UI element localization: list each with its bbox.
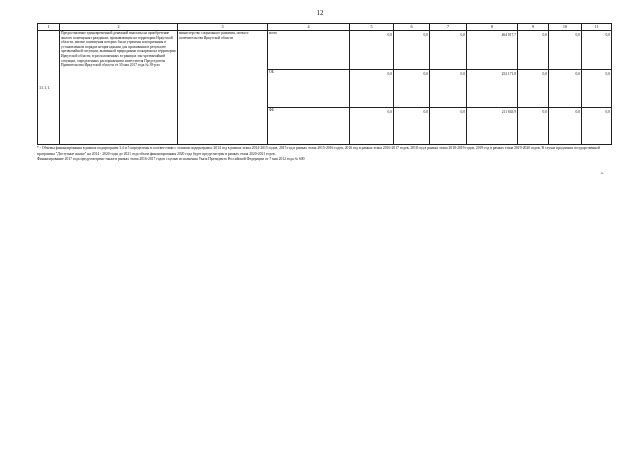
value-cell: 211 845,9 [467, 108, 518, 145]
value-cell: 0,0 [582, 108, 612, 145]
header-cell: 6 [394, 24, 430, 31]
value-cell: 0,0 [518, 70, 549, 108]
source-cell: ОБ [268, 70, 350, 108]
header-cell: 5 [350, 24, 394, 31]
source-cell: ФБ [268, 108, 350, 145]
value-cell: 0,0 [430, 70, 467, 108]
header-cell: 10 [549, 24, 582, 31]
source-cell: всего [268, 31, 350, 70]
footnote-stages: * - Объемы финансирования в рамках подпрограмм 3,4 и 5 определены в соответствии с этапами подпрограмм: 2014 год в рамках этапа 2014-2015 годов, 2015 год в рамках этапа 2015-2016 годов, 2016 год в рамках этапа 2016-2017 годов, 2018 год в рамках этапа 2018-2019 годов, 2019 год в рамках этапа 2019-2020 годов. В случае продления государственной программы "Доступное жилье" на 2014 - 2020 годы до 2021 года объем финансирования 2020 года будет предусмотрен в рамках этапа 2020-2021 годов. [37, 146, 600, 156]
value-cell: 464 017,7 [467, 31, 518, 70]
value-cell: 0,0 [549, 70, 582, 108]
value-cell: 0,0 [394, 70, 430, 108]
row-number: 11.1.1. [38, 31, 60, 145]
financing-table [37, 23, 612, 145]
value-cell: 0,0 [350, 31, 394, 70]
value-cell: 0,0 [549, 31, 582, 70]
value-cell: 0,0 [518, 108, 549, 145]
value-cell: 0,0 [518, 31, 549, 70]
value-cell: 0,0 [350, 70, 394, 108]
header-cell: 1 [38, 24, 60, 31]
value-cell: 0,0 [549, 108, 582, 145]
value-cell: 252 171,8 [467, 70, 518, 108]
page-number: 12 [316, 9, 324, 17]
footnote-decree: Финансирование 2017 года предусмотрено также в рамках этапа 2016-2017 годов с целью исполнения Указа Президента Российской Федерации от 7 мая 2012 года № 600 [37, 157, 305, 162]
footnotes [37, 146, 611, 163]
table-row [38, 31, 612, 70]
executor-cell: министерство социального развития, опеки и попечительства Иркутской области [178, 31, 268, 145]
value-cell: 0,0 [430, 31, 467, 70]
value-cell: 0,0 [582, 70, 612, 108]
header-cell: 2 [60, 24, 178, 31]
measure-description: Предоставление единовременной денежной выплаты на приобретение жилого помещения гражданам, проживающим на территории Иркутской области, жилые помещения которых были утрачены или признаны в установленном порядке непригодными для проживания в результате чрезвычайной ситуации, вызванной природными пожарами на территории Иркутской области, в расположенных в границах зон чрезвычайной ситуации, определенных распоряжением заместителя Председателя Правительства Иркутской области от 30 мая 2017 года № 39-рзп [60, 31, 178, 145]
header-cell: 11 [582, 24, 612, 31]
value-cell: 0,0 [394, 108, 430, 145]
header-row [38, 24, 612, 31]
value-cell: 0,0 [430, 108, 467, 145]
header-cell: 8 [467, 24, 518, 31]
header-cell: 4 [268, 24, 350, 31]
header-cell: 9 [518, 24, 549, 31]
header-cell: 7 [430, 24, 467, 31]
value-cell: 0,0 [394, 31, 430, 70]
closing-quote-mark: ». [600, 170, 604, 175]
value-cell: 0,0 [350, 108, 394, 145]
header-cell: 3 [178, 24, 268, 31]
value-cell: 0,0 [582, 31, 612, 70]
